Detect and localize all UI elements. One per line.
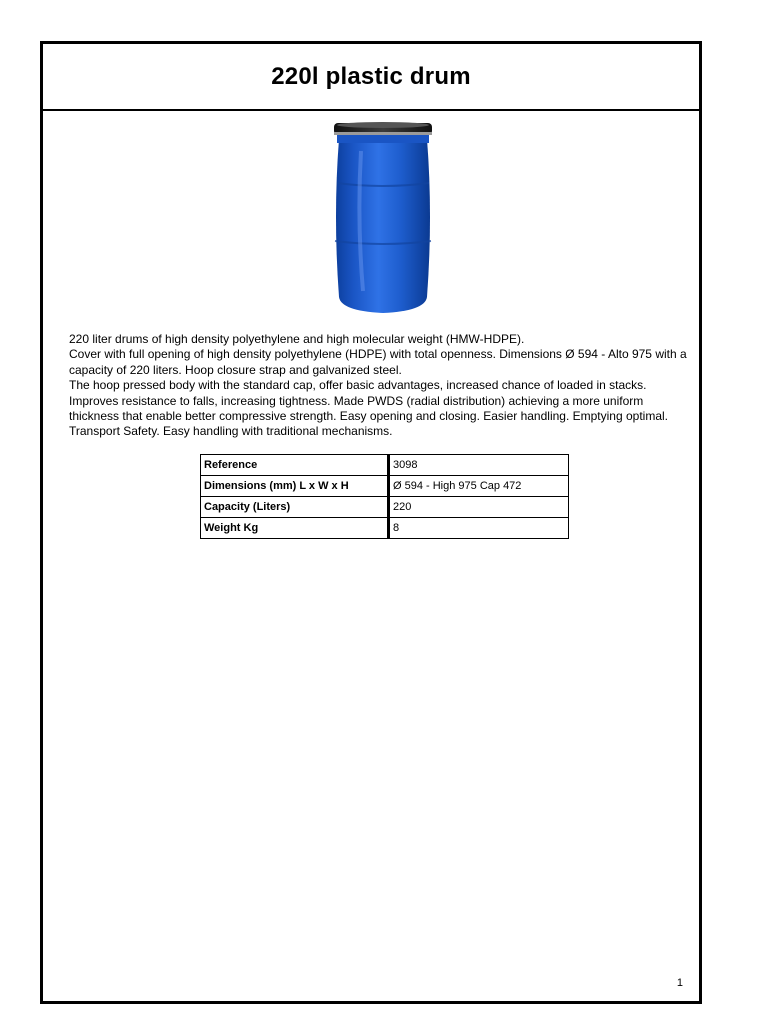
spec-label: Reference <box>201 455 389 476</box>
spec-value: Ø 594 - High 975 Cap 472 <box>389 476 569 497</box>
table-row <box>201 518 569 539</box>
document-page <box>40 41 702 1004</box>
page-number: 1 <box>676 977 683 989</box>
product-image-drum <box>331 121 435 315</box>
spec-value: 8 <box>389 518 569 539</box>
spec-label: Weight Kg <box>201 518 389 539</box>
spec-value: 220 <box>389 497 569 518</box>
title-bar <box>43 44 699 111</box>
table-row <box>201 497 569 518</box>
description-paragraph: The hoop pressed body with the standard cap, offer basic advantages, increased chance of loaded in stacks. Improves resistance to falls, increasing tightness. Made PWDS (radial distribution) achieving a more uniform thickness that enable better compressive strength. Easy opening and closing. Easier handling. Emptying optimal. Transport Safety. Easy handling with traditional mechanisms. <box>69 378 669 439</box>
page-title: 220l plastic drum <box>271 62 471 90</box>
spec-value: 3098 <box>389 455 569 476</box>
specifications-table <box>200 454 569 539</box>
table-row <box>201 476 569 497</box>
product-description <box>69 332 687 440</box>
spec-label: Capacity (Liters) <box>201 497 389 518</box>
spec-label: Dimensions (mm) L x W x H <box>201 476 389 497</box>
description-paragraph: 220 liter drums of high density polyethylene and high molecular weight (HMW-HDPE). <box>69 332 525 346</box>
description-paragraph: Cover with full opening of high density polyethylene (HDPE) with total openness. Dimensions Ø 594 - Alto 975 with a capacity of 220 liters. Hoop closure strap and galvanized steel. <box>69 347 687 377</box>
table-row <box>201 455 569 476</box>
